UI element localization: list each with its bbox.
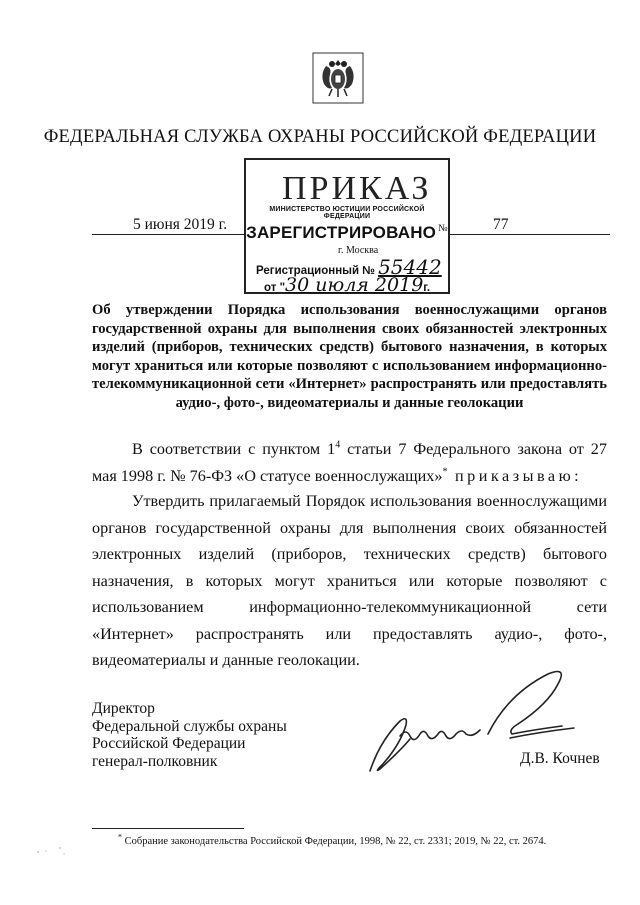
signer-position-1: Директор <box>92 700 155 717</box>
signature-block <box>92 700 287 770</box>
date-underline <box>92 234 244 235</box>
p1-order-word: приказываю: <box>447 466 583 485</box>
stamp-reg-label: Регистрационный № <box>256 265 376 277</box>
stamp-city: г. Москва <box>338 245 379 256</box>
signer-rank: генерал-полковник <box>92 752 218 770</box>
russian-coat-of-arms-icon <box>312 52 364 104</box>
p1-text-a: В соответствии с пунктом 1 <box>132 440 336 458</box>
stamp-no-sign: № <box>438 223 448 234</box>
stamp-reg-date-value: 30 июля 2019 <box>285 274 424 296</box>
order-number: 77 <box>493 216 509 233</box>
p1-text-b: статьи 7 Федерального закона от 27 мая 1998 г. № 76-ФЗ «О статусе военнослужащих» <box>92 440 607 485</box>
number-underline <box>450 234 610 235</box>
body-paragraph-1 <box>92 436 607 489</box>
stamp-date-label: от " <box>264 282 286 294</box>
body-paragraph-2: Утвердить прилагаемый Порядок использования военнослужащими органов государственной охраны для выполнения своих обязанностей электронных изделий (приборов, технических средств) бытового назначения, в которых могут храниться или которые позволяют с использованием информационно-телекоммуникационной сети «Интернет» распространять или предоставлять аудио-, фото-, видеоматериалы и данные геолокации. <box>92 492 607 669</box>
p1-footnote-mark: * <box>442 466 448 478</box>
stamp-registered <box>246 223 448 243</box>
handwritten-signature <box>360 666 580 786</box>
stamp-ministry: МИНИСТЕРСТВО ЮСТИЦИИ РОССИЙСКОЙ ФЕДЕРАЦИИ <box>269 206 425 220</box>
footnote-mark: * <box>118 832 122 842</box>
signer-position-3: Российской Федерации <box>92 735 246 752</box>
stamp-reg-number-value: 55442 <box>378 255 442 279</box>
scan-specks <box>30 842 80 862</box>
order-title: Об утверждении Порядка использования военнослужащими органов государственной охраны для выполнения своих обязанностей электронных изделий (приборов, технических средств) бытового назначения, в которых могут храниться или которые позволяют с использованием информационно-телекоммуникационной сети «Интернет» распространять или предоставлять аудио-, фото-, видеоматериалы и данные геолокации <box>92 302 607 411</box>
signer-position-2: Федеральной службы охраны <box>92 717 287 735</box>
stamp-reg-date <box>264 274 430 296</box>
p1-superscript: 4 <box>335 439 341 451</box>
stamp-date-suffix: г. <box>423 282 431 294</box>
agency-name: ФЕДЕРАЛЬНАЯ СЛУЖБА ОХРАНЫ РОССИЙСКОЙ ФЕДЕРАЦИИ <box>43 127 597 147</box>
stamp-registered-label: ЗАРЕГИСТРИРОВАНО <box>246 223 437 242</box>
document-type: ПРИКАЗ <box>282 170 432 207</box>
order-date: 5 июня 2019 г. <box>133 216 228 233</box>
signer-name: Д.В. Кочнев <box>520 750 600 767</box>
footnote-text: Собрание законодательства Российской Федерации, 1998, № 22, ст. 2331; 2019, № 22, ст. 2674. <box>122 836 547 847</box>
footnote-rule <box>92 828 244 829</box>
footnote <box>118 832 547 847</box>
